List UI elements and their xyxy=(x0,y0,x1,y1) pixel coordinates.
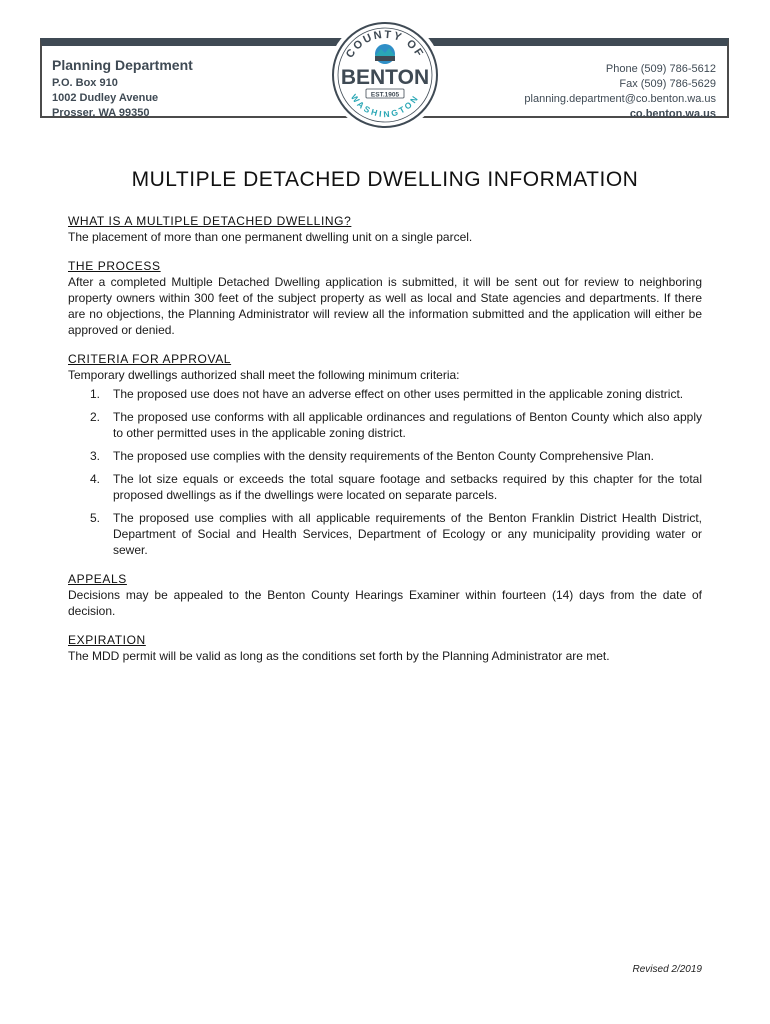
criteria-number: 5. xyxy=(90,511,101,525)
criteria-number: 4. xyxy=(90,472,101,486)
address-line-1: P.O. Box 910 xyxy=(52,77,118,89)
page-title: MULTIPLE DETACHED DWELLING INFORMATION xyxy=(131,168,639,191)
criteria-number: 2. xyxy=(90,410,101,424)
logo-name: BENTON xyxy=(340,66,430,89)
section-what xyxy=(68,213,702,245)
section-text-appeals: Decisions may be appealed to the Benton County Hearings Examiner within fourteen (14) days from the date of decision. xyxy=(68,588,702,618)
department-block xyxy=(52,57,193,121)
department-name: Planning Department xyxy=(52,57,193,73)
address-line-3: Prosser, WA 99350 xyxy=(52,107,150,119)
criteria-item xyxy=(68,409,702,441)
county-seal-icon xyxy=(328,18,442,132)
county-seal-logo xyxy=(328,18,442,132)
email-address: planning.department@co.benton.wa.us xyxy=(524,93,716,105)
logo-bottom-arc: WASHINGTON xyxy=(348,92,422,120)
section-process xyxy=(68,258,702,338)
revision-date: Revised 2/2019 xyxy=(632,964,702,975)
section-heading-criteria: CRITERIA FOR APPROVAL xyxy=(68,352,232,366)
section-text-what: The placement of more than one permanent dwelling unit on a single parcel. xyxy=(68,230,473,244)
criteria-item xyxy=(68,471,702,503)
logo-established: EST.1905 xyxy=(370,91,400,99)
address-line-2: 1002 Dudley Avenue xyxy=(52,92,159,104)
section-appeals xyxy=(68,571,702,619)
criteria-number: 3. xyxy=(90,449,101,463)
section-heading-expiration: EXPIRATION xyxy=(68,633,146,647)
document-body xyxy=(68,213,702,677)
section-heading-process: THE PROCESS xyxy=(68,259,161,273)
criteria-number: 1. xyxy=(90,387,101,401)
section-heading-appeals: APPEALS xyxy=(68,572,127,586)
phone-number: Phone (509) 786-5612 xyxy=(605,63,716,75)
fax-number: Fax (509) 786-5629 xyxy=(619,78,716,90)
criteria-item xyxy=(68,386,702,402)
section-expiration xyxy=(68,632,702,664)
criteria-item xyxy=(68,510,702,558)
section-heading-what: WHAT IS A MULTIPLE DETACHED DWELLING? xyxy=(68,214,352,228)
contact-block xyxy=(524,62,716,122)
criteria-item xyxy=(68,448,702,464)
criteria-intro: Temporary dwellings authorized shall meet the following minimum criteria: xyxy=(68,368,460,382)
section-text-expiration: The MDD permit will be valid as long as the conditions set forth by the Planning Administrator are met. xyxy=(68,649,610,663)
criteria-text: The proposed use does not have an adverse effect on other uses permitted in the applicable zoning district. xyxy=(113,387,684,401)
criteria-text: The lot size equals or exceeds the total square footage and setbacks required by this chapter for the total proposed dwellings as if the dwellings were located on separate parcels. xyxy=(113,472,702,502)
criteria-text: The proposed use conforms with all applicable ordinances and regulations of Benton County which also apply to other permitted uses in the applicable zoning district. xyxy=(113,410,702,440)
criteria-text: The proposed use complies with all applicable requirements of the Benton Franklin District Health District, Department of Social and Health Services, Department of Ecology or any municipality providing water or sewer. xyxy=(113,511,702,557)
criteria-text: The proposed use complies with the density requirements of the Benton County Comprehensive Plan. xyxy=(113,449,654,463)
section-text-process: After a completed Multiple Detached Dwelling application is submitted, it will be sent out for review to neighboring property owners within 300 feet of the subject property as well as local and State agencies and departments. If there are no objections, the Planning Administrator will review all the information submitted and the application will either be approved or denied. xyxy=(68,275,702,337)
website-link: co.benton.wa.us xyxy=(629,108,716,120)
section-criteria xyxy=(68,351,702,558)
logo-top-arc: COUNTY OF xyxy=(343,28,427,61)
criteria-list xyxy=(68,386,702,558)
